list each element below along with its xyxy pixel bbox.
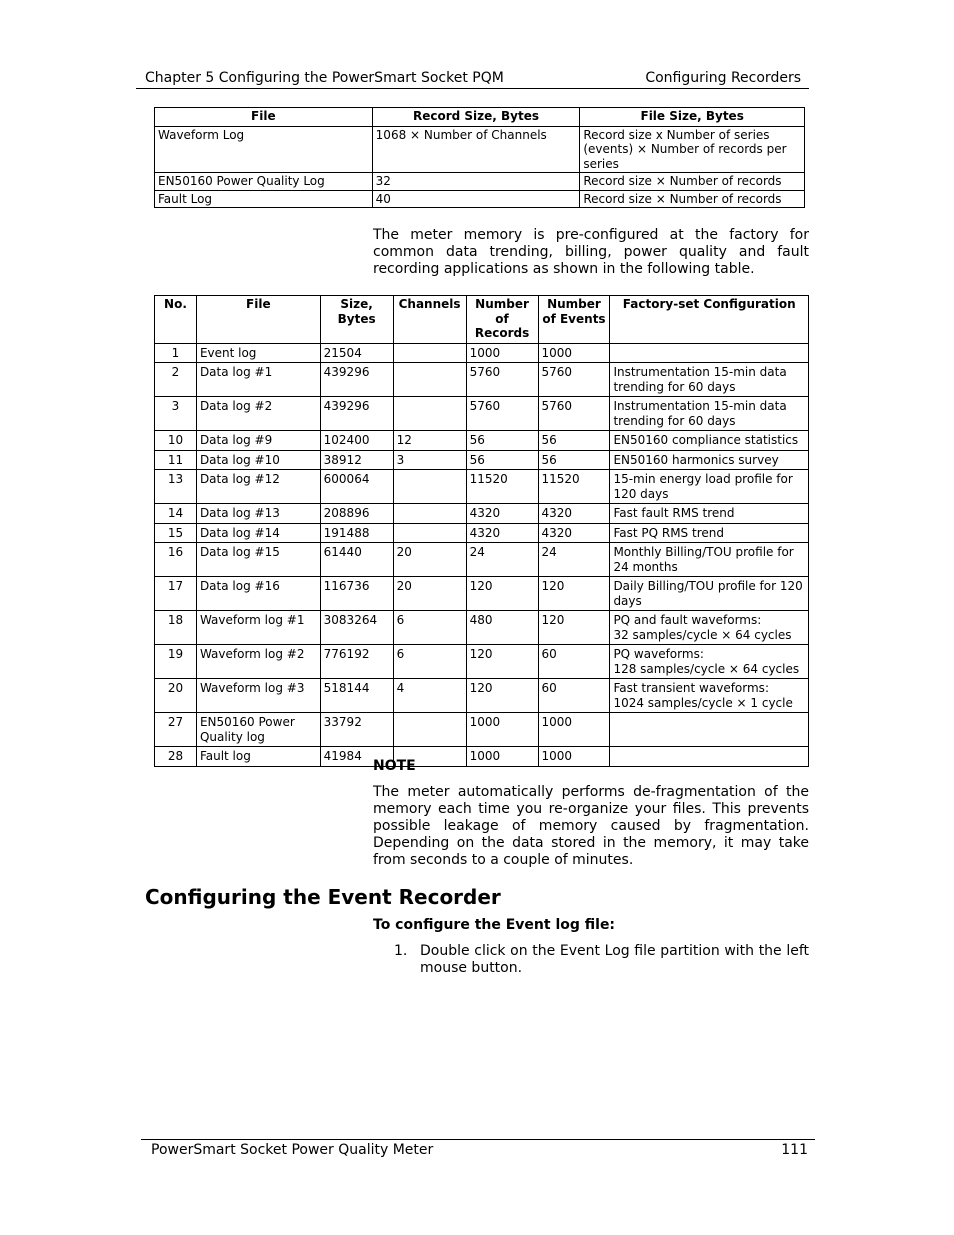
table-cell: Monthly Billing/TOU profile for 24 months bbox=[610, 543, 809, 577]
table-cell: Waveform Log bbox=[155, 126, 373, 173]
table-cell: 120 bbox=[466, 645, 538, 679]
table-cell: Data log #10 bbox=[196, 450, 320, 470]
table-cell: 1000 bbox=[466, 747, 538, 767]
table-cell: 27 bbox=[155, 713, 197, 747]
table-cell: 11520 bbox=[466, 470, 538, 504]
table-cell: 439296 bbox=[320, 363, 393, 397]
column-header: File bbox=[155, 108, 373, 127]
table-row bbox=[155, 450, 809, 470]
table-cell: 41984 bbox=[320, 747, 393, 767]
table-cell: 208896 bbox=[320, 504, 393, 524]
table-cell: Instrumentation 15-min data trending for 60 days bbox=[610, 363, 809, 397]
table-cell: 120 bbox=[538, 577, 610, 611]
table-cell: 38912 bbox=[320, 450, 393, 470]
column-header: File bbox=[196, 296, 320, 344]
file-size-table bbox=[154, 107, 805, 208]
table-cell: 33792 bbox=[320, 713, 393, 747]
table-cell: 3 bbox=[393, 450, 466, 470]
table-cell bbox=[393, 713, 466, 747]
column-header: Record Size, Bytes bbox=[372, 108, 580, 127]
step-number: 1. bbox=[394, 943, 408, 959]
table-cell: 4320 bbox=[538, 504, 610, 524]
table-cell: 1000 bbox=[538, 747, 610, 767]
table-cell: 439296 bbox=[320, 397, 393, 431]
table-cell: 3083264 bbox=[320, 611, 393, 645]
table-cell: 11520 bbox=[538, 470, 610, 504]
table-cell: Fast transient waveforms: 1024 samples/cycle × 1 cycle bbox=[610, 679, 809, 713]
table-cell: 28 bbox=[155, 747, 197, 767]
procedure-heading: To configure the Event log file: bbox=[373, 917, 616, 933]
table-cell: Record size × Number of records bbox=[580, 173, 805, 191]
table-cell: 120 bbox=[466, 577, 538, 611]
table-row bbox=[155, 679, 809, 713]
column-header: Factory-set Configuration bbox=[610, 296, 809, 344]
table-cell: 21504 bbox=[320, 343, 393, 363]
table-cell: 56 bbox=[538, 431, 610, 451]
table-row bbox=[155, 363, 809, 397]
table-row bbox=[155, 611, 809, 645]
table-cell: 24 bbox=[538, 543, 610, 577]
table-cell: 4320 bbox=[466, 504, 538, 524]
table-cell: EN50160 Power Quality log bbox=[196, 713, 320, 747]
table-cell: PQ and fault waveforms: 32 samples/cycle × 64 cycles bbox=[610, 611, 809, 645]
table-cell: 102400 bbox=[320, 431, 393, 451]
running-header-right: Configuring Recorders bbox=[645, 70, 801, 86]
table-cell: Data log #2 bbox=[196, 397, 320, 431]
table-row bbox=[155, 504, 809, 524]
table-cell: 17 bbox=[155, 577, 197, 611]
table-cell: EN50160 Power Quality Log bbox=[155, 173, 373, 191]
table-row bbox=[155, 126, 805, 173]
column-header: Size, Bytes bbox=[320, 296, 393, 344]
table-cell: 1000 bbox=[466, 713, 538, 747]
table-cell: 1000 bbox=[538, 343, 610, 363]
table-cell: 120 bbox=[538, 611, 610, 645]
table-cell: 600064 bbox=[320, 470, 393, 504]
table-cell: 10 bbox=[155, 431, 197, 451]
table-cell: Daily Billing/TOU profile for 120 days bbox=[610, 577, 809, 611]
note-title: NOTE bbox=[373, 758, 416, 774]
table-cell: 5760 bbox=[538, 397, 610, 431]
section-heading: Configuring the Event Recorder bbox=[145, 885, 501, 909]
table-cell: 24 bbox=[466, 543, 538, 577]
table-cell: 15 bbox=[155, 523, 197, 543]
table-cell: Fault log bbox=[196, 747, 320, 767]
table-cell: Event log bbox=[196, 343, 320, 363]
table-row bbox=[155, 470, 809, 504]
table-row bbox=[155, 577, 809, 611]
table-cell: Data log #16 bbox=[196, 577, 320, 611]
footer-rule bbox=[141, 1139, 815, 1140]
table-cell: Data log #15 bbox=[196, 543, 320, 577]
table-header-row bbox=[155, 296, 809, 344]
table-cell bbox=[610, 747, 809, 767]
column-header: Channels bbox=[393, 296, 466, 344]
table-cell: Waveform log #2 bbox=[196, 645, 320, 679]
column-header: File Size, Bytes bbox=[580, 108, 805, 127]
table-cell: 12 bbox=[393, 431, 466, 451]
table-cell: 60 bbox=[538, 645, 610, 679]
table-row bbox=[155, 173, 805, 191]
table-row bbox=[155, 713, 809, 747]
table-cell: 3 bbox=[155, 397, 197, 431]
table-row bbox=[155, 190, 805, 208]
table-cell: 13 bbox=[155, 470, 197, 504]
table-cell bbox=[393, 470, 466, 504]
table-cell: 5760 bbox=[466, 363, 538, 397]
table-cell bbox=[393, 343, 466, 363]
table-cell: 191488 bbox=[320, 523, 393, 543]
table-cell: Data log #1 bbox=[196, 363, 320, 397]
table-cell: 20 bbox=[155, 679, 197, 713]
table-cell: Data log #13 bbox=[196, 504, 320, 524]
table-cell: 61440 bbox=[320, 543, 393, 577]
table-cell: EN50160 harmonics survey bbox=[610, 450, 809, 470]
table-cell bbox=[393, 504, 466, 524]
table-cell: 56 bbox=[466, 431, 538, 451]
table-cell: 1068 × Number of Channels bbox=[372, 126, 580, 173]
table-cell: 6 bbox=[393, 611, 466, 645]
table-cell bbox=[610, 343, 809, 363]
table-cell: 5760 bbox=[538, 363, 610, 397]
table-cell: Waveform log #3 bbox=[196, 679, 320, 713]
table-cell: 1 bbox=[155, 343, 197, 363]
table-cell: 20 bbox=[393, 577, 466, 611]
table-cell: 1000 bbox=[466, 343, 538, 363]
table-cell: Record size x Number of series (events) × Number of records per series bbox=[580, 126, 805, 173]
table-cell bbox=[393, 397, 466, 431]
table-cell: 480 bbox=[466, 611, 538, 645]
table-cell: Data log #12 bbox=[196, 470, 320, 504]
table-row bbox=[155, 645, 809, 679]
table-row bbox=[155, 431, 809, 451]
column-header: Number of Events bbox=[538, 296, 610, 344]
table-cell: 5760 bbox=[466, 397, 538, 431]
table-cell: EN50160 compliance statistics bbox=[610, 431, 809, 451]
table-cell: Fast fault RMS trend bbox=[610, 504, 809, 524]
header-rule bbox=[136, 88, 809, 89]
step-text: Double click on the Event Log file partition with the left mouse button. bbox=[420, 943, 809, 976]
table-cell: 14 bbox=[155, 504, 197, 524]
footer-title: PowerSmart Socket Power Quality Meter bbox=[151, 1142, 434, 1158]
table-cell bbox=[393, 363, 466, 397]
table-row bbox=[155, 747, 809, 767]
table-cell: 40 bbox=[372, 190, 580, 208]
table-cell: Fault Log bbox=[155, 190, 373, 208]
table-cell: Data log #14 bbox=[196, 523, 320, 543]
table-cell: 56 bbox=[466, 450, 538, 470]
running-header-left: Chapter 5 Configuring the PowerSmart Socket PQM bbox=[145, 70, 504, 86]
table-cell: 518144 bbox=[320, 679, 393, 713]
table-cell: Waveform log #1 bbox=[196, 611, 320, 645]
column-header: Number of Records bbox=[466, 296, 538, 344]
table-cell bbox=[610, 713, 809, 747]
column-header: No. bbox=[155, 296, 197, 344]
table-cell: 56 bbox=[538, 450, 610, 470]
table-cell: 120 bbox=[466, 679, 538, 713]
table-cell: 4320 bbox=[466, 523, 538, 543]
table-cell: 16 bbox=[155, 543, 197, 577]
page-number: 111 bbox=[781, 1142, 808, 1158]
table-cell: 2 bbox=[155, 363, 197, 397]
table-cell: Fast PQ RMS trend bbox=[610, 523, 809, 543]
table-cell: 4320 bbox=[538, 523, 610, 543]
table-cell: Instrumentation 15-min data trending for 60 days bbox=[610, 397, 809, 431]
table-cell: 19 bbox=[155, 645, 197, 679]
table-cell: 776192 bbox=[320, 645, 393, 679]
table-header-row bbox=[155, 108, 805, 127]
intro-paragraph: The meter memory is pre-configured at the factory for common data trending, billing, power quality and fault recording applications as shown in the following table. bbox=[373, 227, 809, 277]
table-cell bbox=[393, 523, 466, 543]
table-row bbox=[155, 397, 809, 431]
table-row bbox=[155, 543, 809, 577]
table-cell: 1000 bbox=[538, 713, 610, 747]
table-cell: 6 bbox=[393, 645, 466, 679]
note-text: The meter automatically performs de-fragmentation of the memory each time you re-organize your files. This prevents possible leakage of memory caused by fragmentation. Depending on the data stored in the memory, it may take from seconds to a couple of minutes. bbox=[373, 784, 809, 868]
table-cell: 18 bbox=[155, 611, 197, 645]
table-cell: 116736 bbox=[320, 577, 393, 611]
table-row bbox=[155, 523, 809, 543]
table-cell: 11 bbox=[155, 450, 197, 470]
table-cell: 15-min energy load profile for 120 days bbox=[610, 470, 809, 504]
table-row bbox=[155, 343, 809, 363]
factory-configuration-table bbox=[154, 295, 809, 767]
table-cell: PQ waveforms: 128 samples/cycle × 64 cycles bbox=[610, 645, 809, 679]
table-cell: 4 bbox=[393, 679, 466, 713]
table-cell: 20 bbox=[393, 543, 466, 577]
table-cell: Data log #9 bbox=[196, 431, 320, 451]
table-cell: 60 bbox=[538, 679, 610, 713]
table-cell: Record size × Number of records bbox=[580, 190, 805, 208]
table-cell: 32 bbox=[372, 173, 580, 191]
